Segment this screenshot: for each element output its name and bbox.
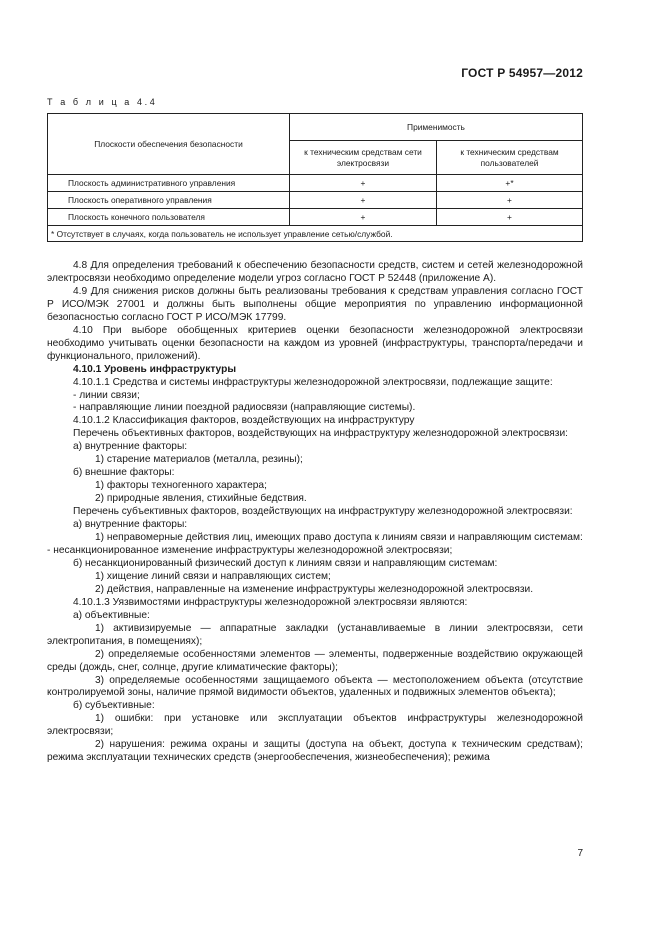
paragraph-4-10: 4.10 При выборе обобщенных критериев оценки безопасности железнодорожной электросвязи необходимо учитывать оценки безопасности на каждом из уровней (инфраструктуры, транспорта/передачи и функционального, приложений). bbox=[47, 324, 583, 362]
table-cell-plane: Плоскость оперативного управления bbox=[48, 192, 290, 209]
list-item: 2) природные явления, стихийные бедствия. bbox=[95, 493, 307, 505]
table-header-planes: Плоскости обеспечения безопасности bbox=[48, 114, 290, 175]
table-caption: Т а б л и ц а 4.4 bbox=[47, 97, 158, 107]
list-item: 2) действия, направленные на изменение инфраструктуры железнодорожной электросвязи. bbox=[95, 583, 534, 595]
list-item: 1) ошибки: при установке или эксплуатации объектов инфраструктуры железнодорожной электросвязи; bbox=[47, 713, 583, 738]
paragraph: Перечень объективных факторов, воздействующих на инфраструктуру железнодорожной электросвязи: bbox=[73, 428, 568, 440]
list-item: б) несанкционированный физический доступ к линиям связи и направляющим системам: bbox=[73, 557, 498, 569]
table-header-network: к техническим средствам сети электросвязи bbox=[290, 141, 437, 175]
list-item: 1) факторы техногенного характера; bbox=[95, 480, 267, 492]
list-item: б) внешние факторы: bbox=[73, 467, 175, 479]
paragraph: 4.10.1.1 Средства и системы инфраструктуры железнодорожной электросвязи, подлежащие защите: bbox=[73, 376, 553, 388]
paragraph: 4.10.1.3 Уязвимостями инфраструктуры железнодорожной электросвязи являются: bbox=[73, 596, 468, 608]
table-cell-network: + bbox=[290, 209, 437, 226]
body-text bbox=[47, 260, 583, 765]
paragraph: Перечень субъективных факторов, воздействующих на инфраструктуру железнодорожной электросвязи: bbox=[73, 506, 573, 518]
document-id: ГОСТ Р 54957—2012 bbox=[461, 66, 583, 80]
page-number: 7 bbox=[577, 848, 583, 859]
list-item: а) внутренние факторы: bbox=[73, 441, 188, 453]
table-cell-users: + bbox=[437, 192, 583, 209]
table-header-users: к техническим средствам пользователей bbox=[437, 141, 583, 175]
paragraph-4-9: 4.9 Для снижения рисков должны быть реализованы требования к средствам управления согласно ГОСТ Р ИСО/МЭК 27001 и должны быть выполнены общие мероприятия по управлению информационной безопасностью согласно ГОСТ Р ИСО/МЭК 17799. bbox=[47, 285, 583, 323]
list-item: - несанкционированное изменение инфраструктуры железнодорожной электросвязи; bbox=[47, 544, 453, 556]
table-cell-network: + bbox=[290, 175, 437, 192]
list-item: 1) старение материалов (металла, резины); bbox=[95, 454, 303, 466]
list-item: 2) нарушения: режима охраны и защиты (доступа на объект, доступа к техническим средствам); режима эксплуатации технических средств (энергообеспечения, жизнеобеспечения); режима bbox=[47, 739, 583, 764]
list-item: 1) хищение линий связи и направляющих систем; bbox=[95, 570, 331, 582]
table-cell-plane: Плоскость конечного пользователя bbox=[48, 209, 290, 226]
applicability-table bbox=[47, 113, 583, 242]
paragraph-4-8: 4.8 Для определения требований к обеспечению безопасности средств, систем и сетей железнодорожной электросвязи необходимо определение модели угроз согласно ГОСТ Р 52448 (приложение А). bbox=[47, 260, 583, 284]
table-header-applicability: Применимость bbox=[290, 114, 583, 141]
list-item: б) субъективные: bbox=[73, 700, 155, 712]
section-heading: 4.10.1 Уровень инфраструктуры bbox=[73, 363, 237, 375]
list-item: - линии связи; bbox=[73, 389, 140, 401]
table-cell-users: + bbox=[437, 209, 583, 226]
table-row bbox=[48, 209, 583, 226]
list-item: - направляющие линии поездной радиосвязи (направляющие системы). bbox=[73, 402, 416, 414]
table-cell-plane: Плоскость административного управления bbox=[48, 175, 290, 192]
table-cell-users: +* bbox=[437, 175, 583, 192]
list-item: а) объективные: bbox=[73, 609, 150, 621]
table-row bbox=[48, 192, 583, 209]
list-item: 1) неправомерные действия лиц, имеющих право доступа к линиям связи и направляющим системам: bbox=[95, 532, 583, 544]
table-row bbox=[48, 175, 583, 192]
list-item: 2) определяемые особенностями элементов — элементы, подверженные воздействию окружающей среды (дождь, снег, солнце, другие климатические факторы); bbox=[47, 648, 583, 673]
list-item: 1) активизируемые — аппаратные закладки (устанавливаемые в линии электросвязи, сети электропитания, в помещениях); bbox=[47, 622, 583, 647]
table-cell-network: + bbox=[290, 192, 437, 209]
list-item: 3) определяемые особенностями защищаемого объекта — местоположением объекта (отсутствие контролируемой зоны, наличие прямой видимости объектов, удаленных и подвижных элементов объекта); bbox=[47, 674, 583, 699]
paragraph: 4.10.1.2 Классификация факторов, воздействующих на инфраструктуру bbox=[73, 415, 415, 427]
list-item: а) внутренние факторы: bbox=[73, 519, 188, 531]
table-footnote: * Отсутствует в случаях, когда пользователь не использует управление сетью/службой. bbox=[48, 226, 583, 242]
